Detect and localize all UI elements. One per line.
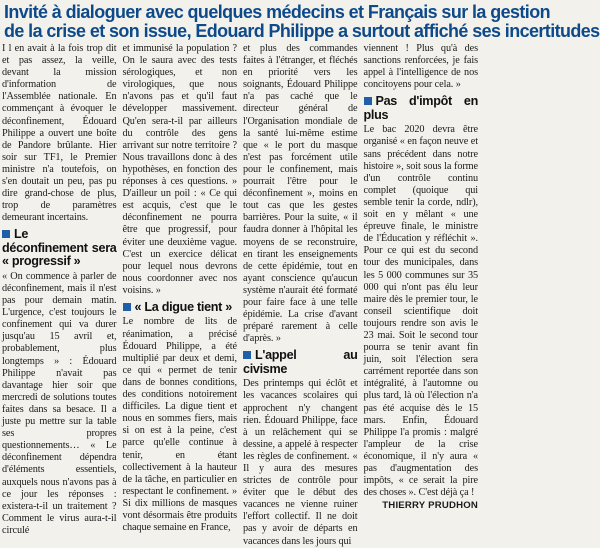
paragraph: et plus des commandes faites à l'étranger, et fléchés en priorité vers les soignants, Édouard Philippe n'a pas caché que le directeur général de l'Organisation mondiale de la santé lui-même estime que « le port du masque n'est pas forcément utile pour le confinement, mais pourrait l'être pour le déconfinement », moins en tout cas que les gestes barrières. Pour la suite, « il faudra donner à l'hôpital les moyens de se reconstruire, en tirant les enseignements de cette épidémie, tout en ayant conscience qu'aucun système n'aurait été formaté pour faire face à une telle épidémie. La crise d'avant préparé rarement à celle d'après. » xyxy=(243,43,358,345)
subheading xyxy=(2,228,117,269)
paragraph: viennent ! Plus qu'à des sanctions renforcées, je fais appel à l'intelligence de nos concitoyens pour cela. » xyxy=(363,43,478,91)
headline xyxy=(4,1,600,41)
square-bullet-icon xyxy=(2,230,10,238)
subheading xyxy=(123,301,238,315)
subheading xyxy=(364,95,479,122)
paragraph: Le nombre de lits de réanimation, a précisé Édouard Philippe, a été multiplié par deux et demi, ce qui « permet de tenir dans de bonnes conditions, des conditions notoirement difficiles. La digue tient et nous en sommes fiers, mais si on est à la peine, c'est parce qu'elle continue à tenir, en étant collectivement à la hauteur de la tâche, en particulier en respectant le confinement. » Si dix millions de masques vont désormais être produits chaque semaine en France, xyxy=(122,316,237,534)
square-bullet-icon xyxy=(243,351,251,359)
paragraph: Des printemps qui éclôt et les vacances scolaires qui approchent n'y changent rien. Édouard Philippe, face à un relâchement qui se dessine, a appelé à respecter les règles de confinement. « Il y aura des mesures strictes de contrôle pour éviter que le début des vacances ne vienne ruiner l'effort collectif. Il ne doit pas y avoir de départs en vacances dans les jours qui xyxy=(243,378,358,547)
square-bullet-icon xyxy=(364,97,372,105)
paragraph: et immunisé la population ? On le saura avec des tests sérologiques, et non virologiques, que nous n'avons pas et qu'il faut développer massivement. Qu'en sera-t-il par ailleurs du contrôle des gens arrivant sur notre territoire ? Nous travaillons donc à des hypothèses, en fonction des réponses à ces questions. » D'ailleur un poil : « Ce qui est acquis, c'est que le déconfinement ne pourra être que progressif, pour éviter une deuxième vague. C'est un exercice délicat pour lequel nous devrons nous coordonner avec nos voisins. » xyxy=(122,43,237,296)
paragraph: I l en avait à la fois trop dit et pas assez, la veille, devant la mission d'information de l'Assemblée nationale. En commençant à évoquer le déconfinement, Édouard Philippe a ouvert une boîte de Pandore brûlante. Hier soir sur TF1, le Premier ministre n'a toutefois, on s'en doutait un peu, pas pu dire grand-chose de plus, trop de paramètres demeurant incertains. xyxy=(2,43,117,224)
subheading-text: « La digue tient » xyxy=(134,299,232,314)
subheading xyxy=(243,349,358,376)
article-body xyxy=(2,43,478,547)
paragraph: Le bac 2020 devra être organisé « en façon neuve et sans précédent dans notre histoire », soit sous la forme d'un contrôle continu complet (quoique qui semble tenir la corde, ndlr), soit en y mêlant « une épreuve finale, le ministre de l'Éducation y réfléchit ». Pour ce qui est du second tour des municipales, dans les 5 000 communes sur 35 000 qui n'ont pas élu leur maire dès le premier tour, le conseil scientifique doit toujours rendre son avis le 23 mai. Soit le second tour pourra se tenir avant fin juin, soit l'élection sera carrément reportée dans son intégralité, à l'automne ou plus tard, là où l'élection n'a pas été acquise dès le 15 mars. Enfin, Édouard Philippe l'a promis : malgré l'ampleur de la crise économique, il n'y aura « pas d'augmentation des impôts, « ce serait la pire des choses ». C'est déjà ça ! xyxy=(363,124,478,499)
subheading-text: Pas d'impôt en plus xyxy=(363,94,478,122)
column-3 xyxy=(243,43,358,547)
headline-line-2: de la crise et son issue, Edouard Philippe a surtout affiché ses incertitudes xyxy=(4,20,600,41)
column-2 xyxy=(122,43,238,534)
headline-line-1: Invité à dialoguer avec quelques médecins et Français sur la gestion xyxy=(4,1,550,22)
subheading-text: Le déconfinement sera « progressif » xyxy=(2,227,117,269)
subheading-text: L'appel au civisme xyxy=(243,348,358,376)
square-bullet-icon xyxy=(123,303,131,311)
column-4 xyxy=(363,43,479,512)
paragraph: « On commence à parler de déconfinement, mais il n'est pas pour demain matin. L'urgence, c'est toujours le confinement qui va durer jusqu'au 15 avril et, probablement, plus longtemps » : Édouard Philippe n'avait pas davantage hier soir que mercredi de solutions toutes faites dans sa besace. Il a juste pu mettre sur la table ses propres questionnements… « Le déconfinement dépendra d'éléments essentiels, auxquels nous n'avons pas à ce jour les réponses : existera-t-il un traitement ? Comment le virus aura-t-il circulé xyxy=(2,270,117,536)
column-1 xyxy=(2,43,117,536)
author-signature: THIERRY PRUDHON xyxy=(382,500,478,512)
